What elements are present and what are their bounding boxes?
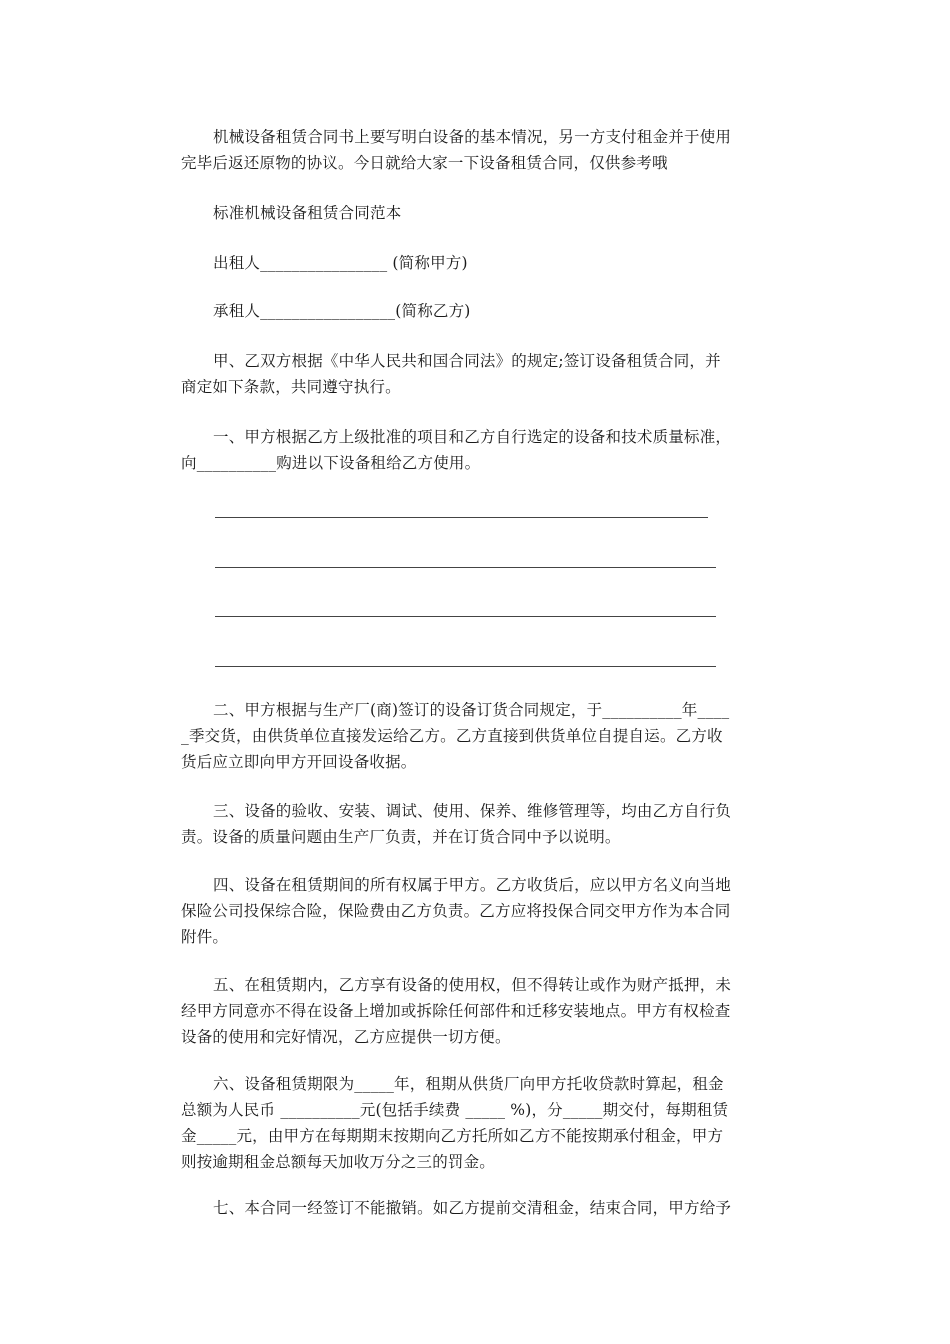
blank-line-3: [215, 616, 716, 617]
preamble-paragraph: [181, 348, 771, 400]
intro-paragraph: [181, 124, 771, 176]
clause-1: 一、甲方根据乙方上级批准的项目和乙方自行选定的设备和技术质量标准， 向__________购进以下设备租给乙方使用。: [181, 428, 732, 472]
preamble-line-2: 商定如下条款，共同遵守执行。: [181, 378, 401, 396]
clause-5: 五、在租赁期内，乙方享有设备的使用权，但不得转让或作为财产抵押，未 经甲方同意亦不得在设备上增加或拆除任何部件和迁移安装地点。甲方有权检查 设备的使用和完好情况，乙方应提供一切方便。: [181, 976, 732, 1046]
clause-7: 七、本合同一经签订不能撤销。如乙方提前交清租金，结束合同，甲方给予: [213, 1199, 732, 1217]
clause-6: 六、设备租赁期限为_____年，租期从供货厂向甲方托收贷款时算起，租金 总额为人民币 __________元(包括手续费 _____ %)，分_____期交付，每期租赁 金_____元，由甲方在每期期末按期向乙方托所如乙方不能按期承付租金，甲方 则按逾期租金总额每天加收万分之三的罚金。: [181, 1075, 729, 1171]
blank-line-2: [215, 567, 716, 568]
blank-line-1: [215, 517, 708, 518]
clause-2: 二、甲方根据与生产厂(商)签订的设备订货合同规定，于__________年____ _季交货，由供货单位直接发运给乙方。乙方直接到供货单位自提自运。乙方收 货后应立即向甲方开回设备收据。: [181, 701, 730, 771]
lessee-line: 承租人_________________(简称乙方): [213, 302, 471, 320]
blank-line-4: [215, 666, 716, 667]
clause-3: 三、设备的验收、安装、调试、使用、保养、维修管理等，均由乙方自行负 责。设备的质量问题由生产厂负责，并在订货合同中予以说明。: [181, 802, 732, 846]
intro-line-1: 机械设备租赁合同书上要写明白设备的基本情况，另一方支付租金并于使用: [213, 128, 732, 146]
clause-4: 四、设备在租赁期间的所有权属于甲方。乙方收货后，应以甲方名义向当地 保险公司投保综合险，保险费由乙方负责。乙方应将投保合同交甲方作为本合同 附件。: [181, 876, 732, 946]
preamble-line-1: 甲、乙双方根据《中华人民共和国合同法》的规定;签订设备租赁合同，并: [213, 352, 721, 370]
lessor-line: 出租人________________ (简称甲方): [213, 254, 468, 272]
contract-title: 标准机械设备租赁合同范本: [213, 204, 402, 222]
intro-line-2: 完毕后返还原物的协议。今日就给大家一下设备租赁合同，仅供参考哦: [181, 154, 668, 172]
